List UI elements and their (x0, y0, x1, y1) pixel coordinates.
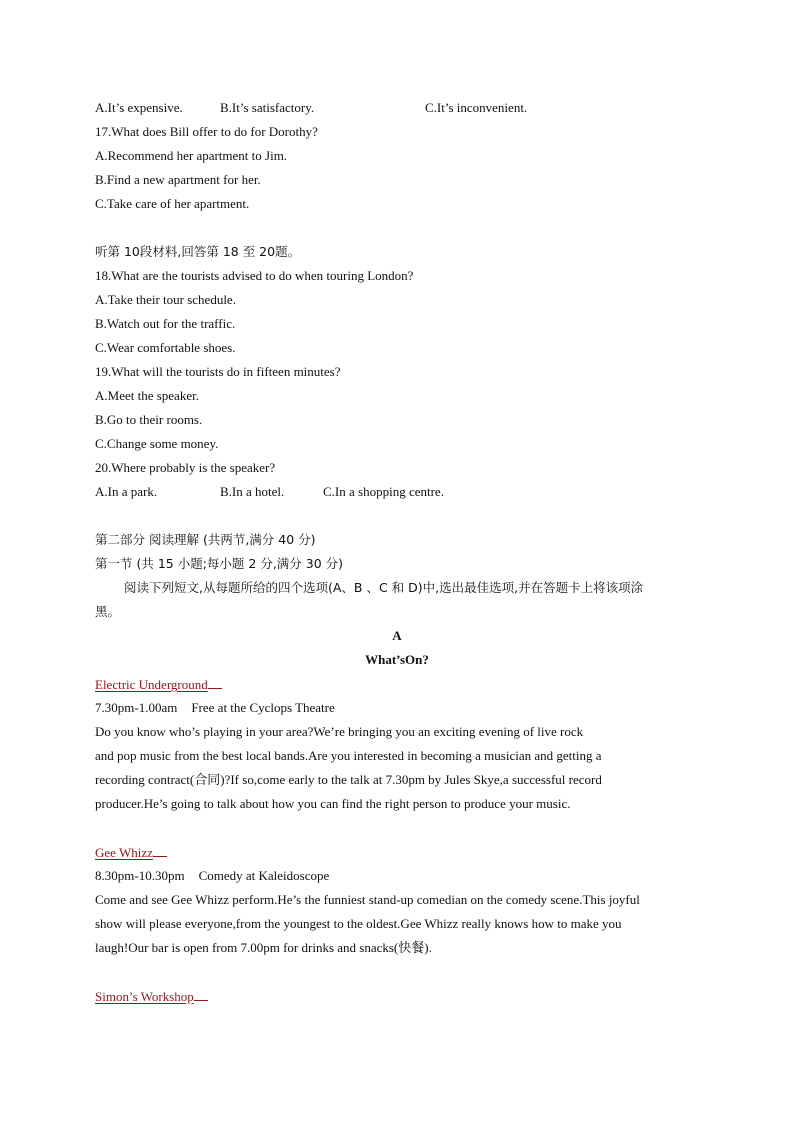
q19-option-c: C.Change some money. (95, 436, 219, 451)
q19-question: 19.What will the tourists do in fifteen minutes? (95, 364, 341, 379)
q20-options (95, 484, 444, 500)
passage-title: What’sOn? (365, 652, 429, 667)
q16-option-c: C.It’s inconvenient. (425, 100, 528, 115)
q19-option-a: A.Meet the speaker. (95, 388, 199, 403)
q16-option-a: A.It’s expensive. (95, 100, 183, 115)
event-2-time: 8.30pm-10.30pm (95, 868, 185, 883)
q17-option-b: B.Find a new apartment for her. (95, 172, 261, 187)
event-3-heading (95, 988, 208, 1005)
event-2-desc-line: show will please everyone,from the youngest to the oldest.Gee Whizz really knows how to make you (95, 916, 622, 931)
event-2-info (95, 868, 329, 884)
event-2-name: Gee Whizz (95, 845, 153, 860)
q17-option-a: A.Recommend her apartment to Jim. (95, 148, 288, 163)
event-1-name: Electric Underground (95, 677, 208, 692)
event-1-venue: Free at the Cyclops Theatre (191, 700, 335, 715)
event-3-name: Simon’s Workshop (95, 989, 194, 1004)
title-underline (208, 676, 222, 689)
q20-question: 20.Where probably is the speaker? (95, 460, 276, 475)
part2-heading: 第二部分 阅读理解 (共两节,满分 40 分) (95, 532, 316, 547)
q20-option-b: B.In a hotel. (220, 484, 285, 499)
q18-option-c: C.Wear comfortable shoes. (95, 340, 236, 355)
event-1-desc-line: producer.He’s going to talk about how you can find the right person to produce your music. (95, 796, 571, 811)
event-1-info (95, 700, 335, 716)
title-underline (194, 988, 208, 1001)
q20-option-a: A.In a park. (95, 484, 158, 499)
q17-question: 17.What does Bill offer to do for Dorothy? (95, 124, 318, 139)
part2-instruction-line1: 阅读下列短文,从每题所给的四个选项(A、B 、C 和 D)中,选出最佳选项,并在答题卡上将该项涂 (124, 580, 644, 595)
q18-option-b: B.Watch out for the traffic. (95, 316, 236, 331)
event-2-venue: Comedy at Kaleidoscope (198, 868, 330, 883)
event-1-desc-line: Do you know who’s playing in your area?We’re bringing you an exciting evening of live rock (95, 724, 584, 739)
part2-section1: 第一节 (共 15 小题;每小题 2 分,满分 30 分) (95, 556, 344, 571)
event-2-heading (95, 844, 167, 861)
passage-label: A (392, 628, 402, 643)
q20-option-c: C.In a shopping centre. (323, 484, 444, 499)
event-1-time: 7.30pm-1.00am (95, 700, 178, 715)
event-1-desc-line: recording contract(合同)?If so,come early to the talk at 7.30pm by Jules Skye,a successful record (95, 772, 602, 787)
event-2-desc-line: laugh!Our bar is open from 7.00pm for drinks and snacks(快餐). (95, 940, 432, 955)
q17-option-c: C.Take care of her apartment. (95, 196, 250, 211)
q18-option-a: A.Take their tour schedule. (95, 292, 236, 307)
q19-option-b: B.Go to their rooms. (95, 412, 203, 427)
event-1-heading (95, 676, 222, 693)
event-1-desc-line: and pop music from the best local bands.Are you interested in becoming a musician and getting a (95, 748, 602, 763)
q18-question: 18.What are the tourists advised to do when touring London? (95, 268, 414, 283)
part2-instruction-line2: 黑。 (95, 604, 121, 619)
event-2-desc-line: Come and see Gee Whizz perform.He’s the funniest stand-up comedian on the comedy scene.This joyful (95, 892, 640, 907)
q16-option-b: B.It’s satisfactory. (220, 100, 315, 115)
title-underline (153, 844, 167, 857)
q16-options (95, 100, 528, 116)
section10-instruction: 听第 10段材料,回答第 18 至 20题。 (95, 244, 301, 259)
